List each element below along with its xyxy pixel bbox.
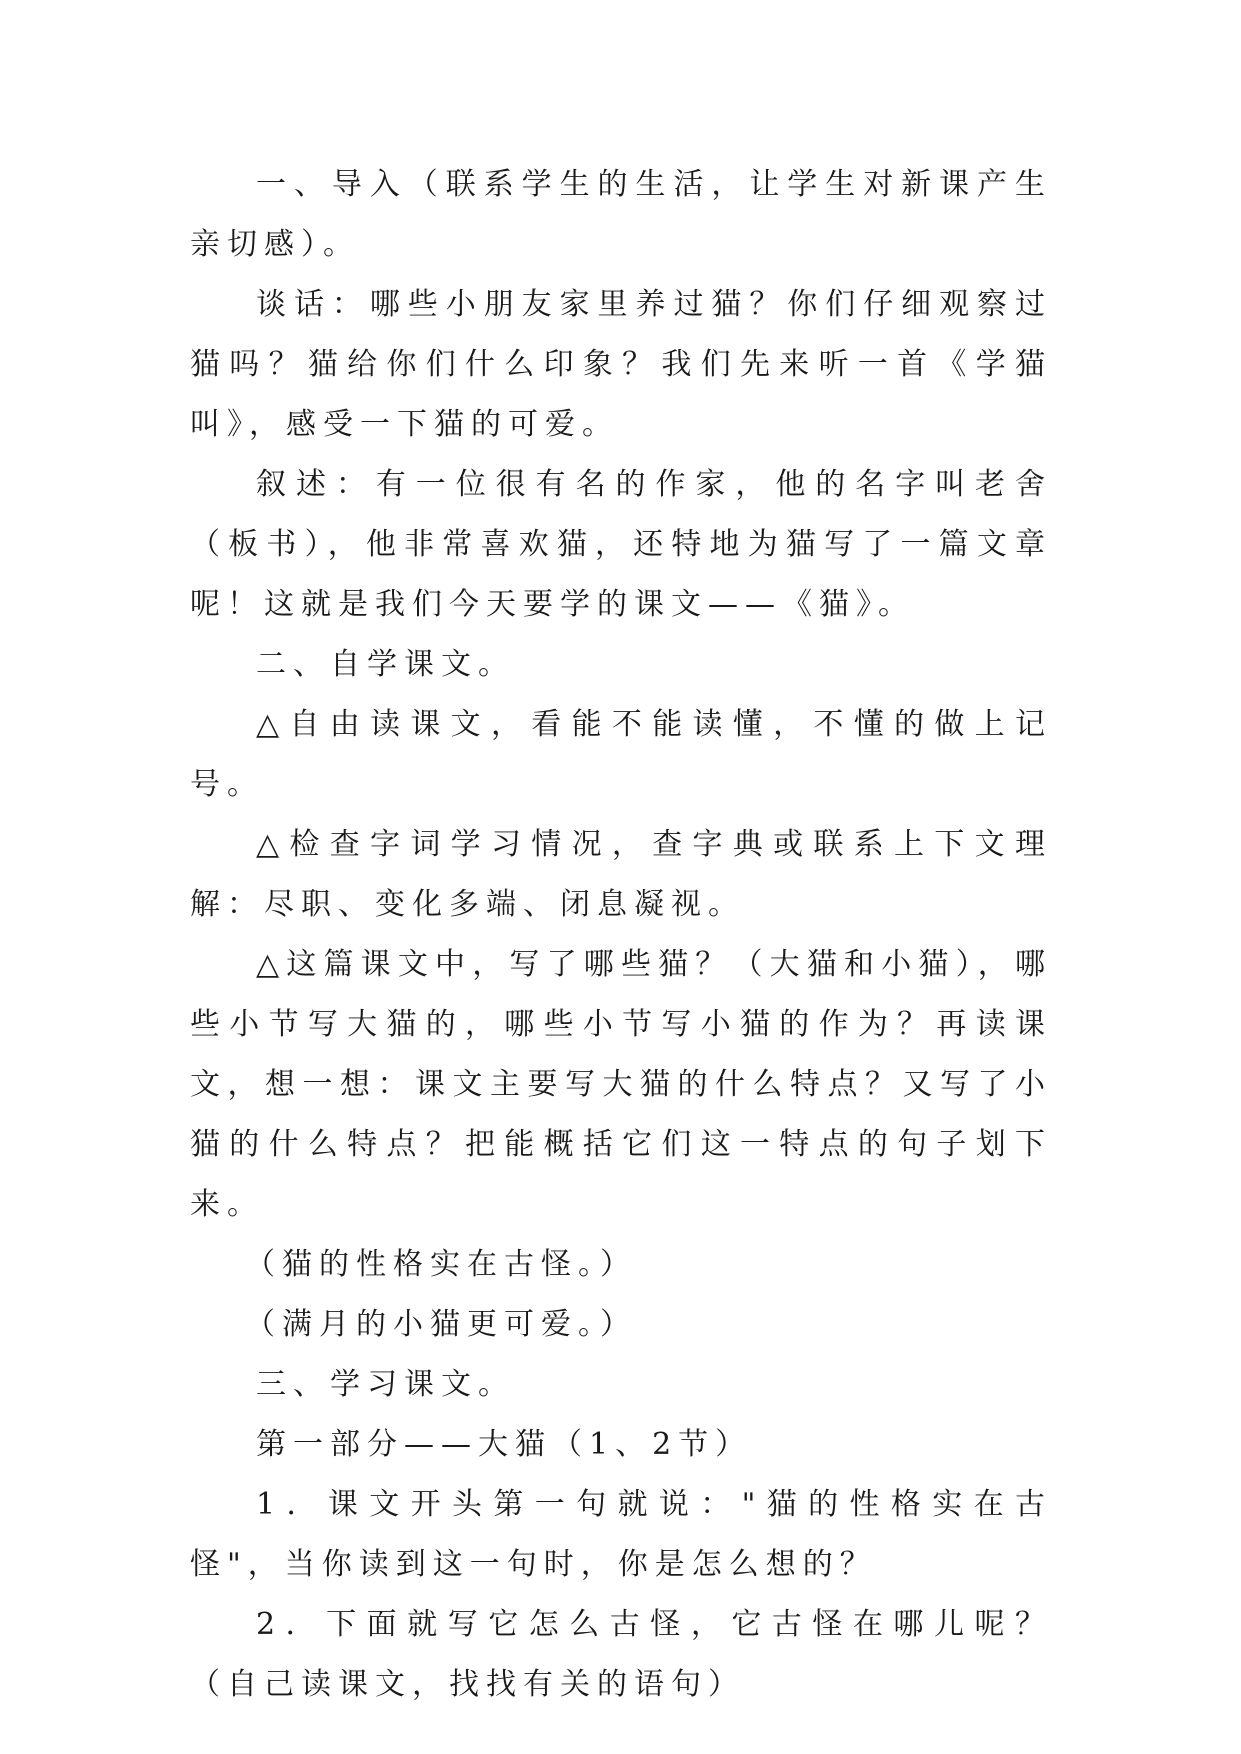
paragraph-quote-big-cat: （猫的性格实在古怪。） bbox=[245, 1247, 637, 1282]
paragraph-which-cats: △这篇课文中，写了哪些猫？（大猫和小猫），哪些小节写大猫的，哪些小节写小猫的作为？再读课文，想一想：课文主要写大猫的什么特点？又写了小猫的什么特点？把能概括它们这一特点的句子划下来。 bbox=[190, 947, 1052, 1222]
paragraph-free-reading: △自由读课文，看能不能读懂，不懂的做上记号。 bbox=[190, 707, 1052, 802]
paragraph-conversation: 谈话：哪些小朋友家里养过猫？你们仔细观察过猫吗？猫给你们什么印象？我们先来听一首《学猫叫》，感受一下猫的可爱。 bbox=[190, 287, 1052, 442]
paragraph-self-study-heading: 二、自学课文。 bbox=[256, 647, 515, 682]
paragraph-study-heading: 三、学习课文。 bbox=[256, 1367, 515, 1402]
paragraph-part-one-heading: 第一部分——大猫（1、2节） bbox=[256, 1427, 753, 1462]
paragraph-intro-heading: 一、导入（联系学生的生活，让学生对新课产生亲切感）。 bbox=[190, 167, 1052, 262]
paragraph-quote-kitten: （满月的小猫更可爱。） bbox=[245, 1307, 637, 1342]
paragraph-question-1: 1．课文开头第一句就说："猫的性格实在古怪"，当你读到这一句时，你是怎么想的？ bbox=[190, 1487, 1052, 1582]
paragraph-narration: 叙述：有一位很有名的作家，他的名字叫老舍（板书），他非常喜欢猫，还特地为猫写了一篇文章呢！这就是我们今天要学的课文——《猫》。 bbox=[190, 467, 1052, 622]
paragraph-vocabulary-check: △检查字词学习情况，查字典或联系上下文理解：尽职、变化多端、闭息凝视。 bbox=[190, 827, 1052, 922]
document-body bbox=[190, 155, 1052, 1715]
paragraph-question-2: 2．下面就写它怎么古怪，它古怪在哪儿呢？（自己读课文，找找有关的语句） bbox=[190, 1607, 1052, 1702]
